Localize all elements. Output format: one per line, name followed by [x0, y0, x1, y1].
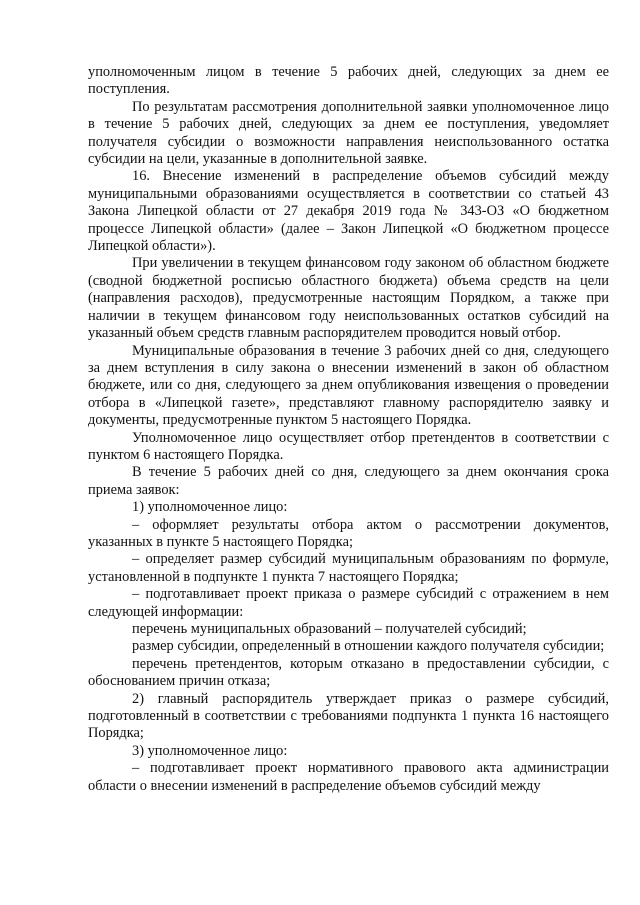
- paragraph: уполномоченным лицом в течение 5 рабочих дней, следующих за днем ее поступления.: [88, 64, 609, 98]
- paragraph: Муниципальные образования в течение 3 рабочих дней со дня, следующего за днем вступления в силу закона о внесении изменений в закон об областном бюджете, или со дня, следующего за днем опубликования извещения о проведении отбора в «Липецкой газете», представляют главному распорядителю заявку и документы, предусмотренные пунктом 5 настоящего Порядка.: [88, 342, 609, 429]
- paragraph: В течение 5 рабочих дней со дня, следующего за днем окончания срока приема заявок:: [88, 464, 609, 498]
- paragraph: – подготавливает проект нормативного правового акта администрации области о внесении изменений в распределение объемов субсидий между: [88, 760, 609, 794]
- paragraph: перечень муниципальных образований – получателей субсидий;: [132, 621, 527, 637]
- paragraph: 1) уполномоченное лицо:: [132, 499, 288, 516]
- document-page: [88, 64, 609, 795]
- paragraph: – оформляет результаты отбора актом о рассмотрении документов, указанных в пункте 5 настоящего Порядка;: [88, 516, 609, 550]
- paragraph: – определяет размер субсидий муниципальным образованиям по формуле, установленной в подпункте 1 пункта 7 настоящего Порядка;: [88, 551, 609, 585]
- paragraph: При увеличении в текущем финансовом году законом об областном бюджете (сводной бюджетной росписью областного бюджета) объема средств на цели (направления расходов), предусмотренные настоящим Порядком, а также при наличии в текущем финансовом году неиспользованных остатков субсидий на указанный объем средств главным распорядителем проводится новый отбор.: [88, 255, 609, 342]
- paragraph: 3) уполномоченное лицо:: [132, 742, 288, 759]
- paragraph: Уполномоченное лицо осуществляет отбор претендентов в соответствии с пунктом 6 настоящего Порядка.: [88, 429, 609, 463]
- paragraph: размер субсидии, определенный в отношении каждого получателя субсидии;: [132, 638, 605, 655]
- paragraph: 16. Внесение изменений в распределение объемов субсидий между муниципальными образованиями осуществляется в соответствии со статьей 43 Закона Липецкой области от 27 декабря 2019 года № 343-ОЗ «О бюджетном процессе Липецкой области» (далее – Закон Липецкой «О бюджетном процессе Липецкой области»).: [88, 168, 609, 255]
- paragraph: перечень претендентов, которым отказано в предоставлении субсидии, с обоснованием причин отказа;: [88, 655, 609, 690]
- paragraph: 2) главный распорядитель утверждает приказ о размере субсидий, подготовленный в соответствии с требованиями подпункта 1 пункта 16 настоящего Порядка;: [88, 690, 609, 742]
- paragraph: По результатам рассмотрения дополнительной заявки уполномоченное лицо в течение 5 рабочих дней, следующих за днем ее поступления, уведомляет получателя субсидии о возможности направления неиспользованного остатка субсидии на цели, указанные в дополнительной заявке.: [88, 98, 609, 168]
- paragraph: – подготавливает проект приказа о размере субсидий с отражением в нем следующей информации:: [88, 586, 609, 620]
